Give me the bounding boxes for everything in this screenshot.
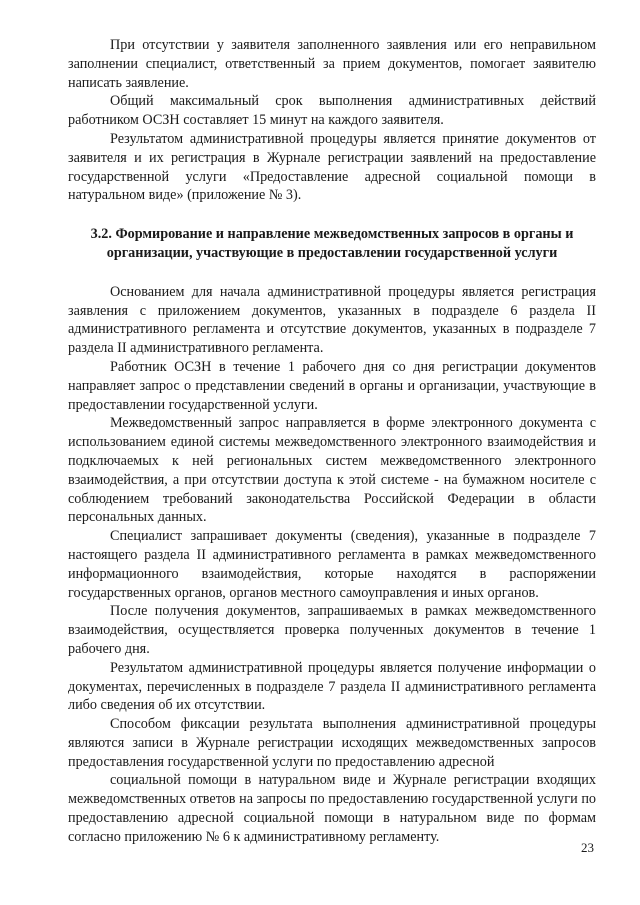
paragraph-fixation-continued: социальной помощи в натуральном виде и Журнале регистрации входящих межведомственных ответов на запросы по предоставлению государственной услуги по предоставлению адресной социальной помощи в натуральном виде по формам согласно приложению № 6 к административному регламенту. bbox=[68, 772, 596, 845]
paragraph-applicant-form-help: При отсутствии у заявителя заполненного заявления или его неправильном заполнении специалист, ответственный за прием документов, помогает заявителю написать заявление. bbox=[68, 37, 596, 91]
document-page bbox=[68, 36, 596, 847]
paragraph-procedure-result: Результатом административной процедуры является принятие документов от заявителя и их регистрация в Журнале регистрации заявлений на предоставление государственной услуги «Предоставление адресной социальной помощи в натуральном виде» (приложение № 3). bbox=[68, 130, 596, 204]
paragraph-basis: Основанием для начала административной процедуры является регистрация заявления с приложением документов, указанных в подразделе 6 раздела II административного регламента и отсутствие документов, указанных в подразделе 7 раздела II административного регламента. bbox=[68, 283, 596, 357]
paragraph-request-sent: Работник ОСЗН в течение 1 рабочего дня со дня регистрации документов направляет запрос о представлении сведений в органы и организации, участвующие в предоставлении государственной услуги. bbox=[68, 358, 596, 413]
paragraph-specialist-requests: Специалист запрашивает документы (сведения), указанные в подразделе 7 настоящего раздела II административного регламента в рамках межведомственного информационного взаимодействия, которые находятся в распоряжении государственных органов, органов местного самоуправления и иных органов. bbox=[68, 528, 596, 601]
paragraph-after-receipt: После получения документов, запрашиваемых в рамках межведомственного взаимодействия, осуществляется проверка полученных документов в течение 1 рабочего дня. bbox=[68, 603, 596, 657]
paragraph-fixation-method: Способом фиксации результата выполнения административной процедуры являются записи в Журнале регистрации исходящих межведомственных запросов предоставления государственной услуги по предоставлению адресной bbox=[68, 716, 596, 770]
paragraph-max-time: Общий максимальный срок выполнения административных действий работником ОСЗН составляет 15 минут на каждого заявителя. bbox=[68, 93, 596, 129]
paragraph-result: Результатом административной процедуры является получение информации о документах, перечисленных в подразделе 7 раздела II административного регламента либо сведения об их отсутствии. bbox=[68, 659, 596, 714]
section-heading: 3.2. Формирование и направление межведомственных запросов в органы и организации, участвующие в предоставлении государственной услуги bbox=[90, 226, 574, 261]
page-number: 23 bbox=[581, 840, 594, 855]
paragraph-electronic-request: Межведомственный запрос направляется в форме электронного документа с использованием единой системы межведомственного электронного взаимодействия и подключаемых к ней региональных систем межведомственного электронного взаимодействия, а при отсутствии доступа к этой системе - на бумажном носителе с соблюдением требований законодательства Российской Федерации в области персональных данных. bbox=[68, 415, 596, 526]
